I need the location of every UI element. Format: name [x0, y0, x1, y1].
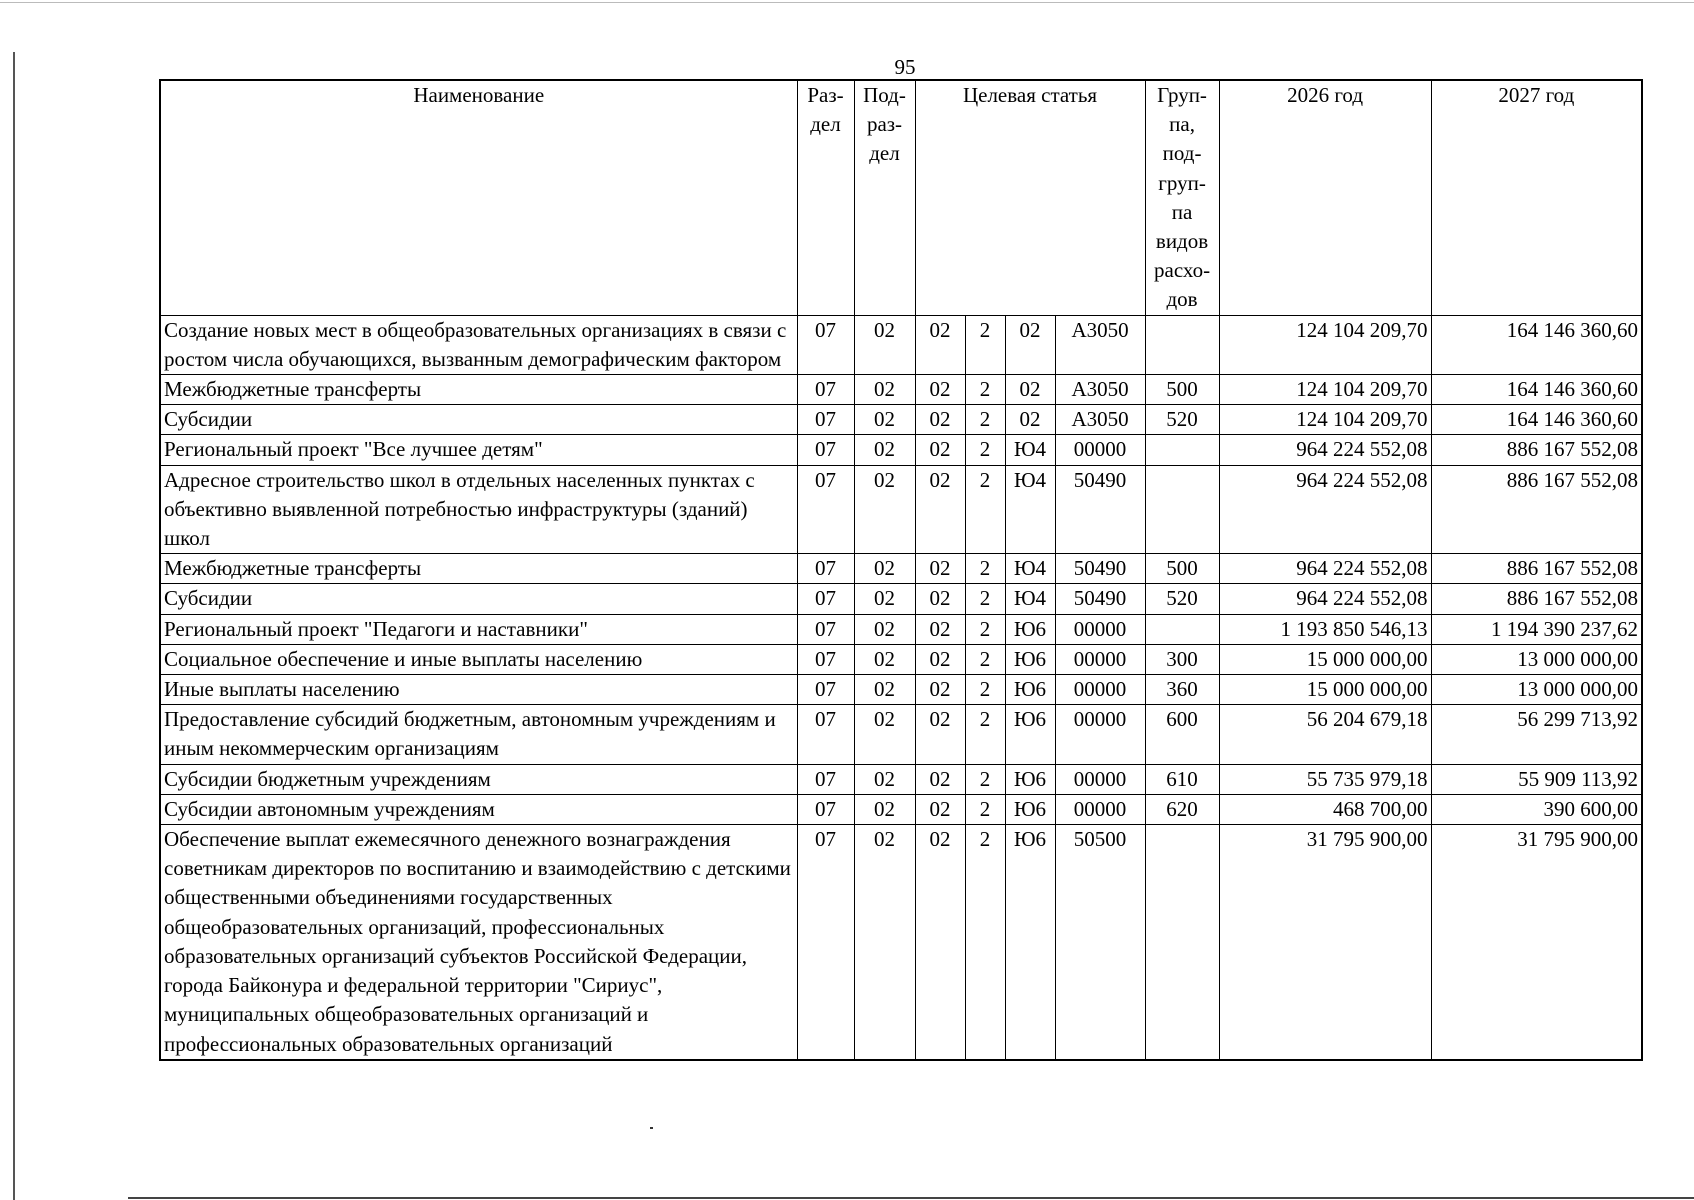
cell-target-program: 02 [915, 465, 965, 554]
cell-target-direction: 50490 [1055, 465, 1145, 554]
cell-target-project: Ю6 [1005, 614, 1055, 644]
cell-name: Иные выплаты населению [160, 675, 797, 705]
cell-target-program: 02 [915, 584, 965, 614]
cell-target-type: 2 [965, 375, 1005, 405]
cell-expense-group: 520 [1145, 405, 1219, 435]
cell-target-program: 02 [915, 315, 965, 374]
cell-target-type: 2 [965, 465, 1005, 554]
header-year-2027: 2027 год [1431, 80, 1642, 315]
table-row [160, 435, 1642, 465]
table-row [160, 554, 1642, 584]
cell-name: Субсидии бюджетным учреждениям [160, 764, 797, 794]
cell-target-project: 02 [1005, 405, 1055, 435]
cell-podrazdel: 02 [854, 405, 915, 435]
cell-target-project: Ю4 [1005, 584, 1055, 614]
cell-amount-2026: 964 224 552,08 [1219, 465, 1431, 554]
cell-podrazdel: 02 [854, 705, 915, 764]
cell-target-program: 02 [915, 644, 965, 674]
cell-amount-2027: 13 000 000,00 [1431, 675, 1642, 705]
cell-razdel: 07 [797, 705, 854, 764]
cell-razdel: 07 [797, 435, 854, 465]
cell-expense-group [1145, 465, 1219, 554]
cell-name: Обеспечение выплат ежемесячного денежного вознаграждения советникам директоров по воспитанию и взаимодействию с детскими общественными объединениями государственных общеобразовательных организаций, профессиональных образовательных организаций субъектов Российской Федерации, города Байконура и федеральной территории "Сириус", муниципальных общеобразовательных организаций и профессиональных образовательных организаций [160, 825, 797, 1060]
header-expense-group-text: Груп- па, под- груп- па видов расхо- дов [1154, 83, 1211, 312]
cell-target-type: 2 [965, 764, 1005, 794]
cell-expense-group [1145, 825, 1219, 1060]
cell-target-project: Ю6 [1005, 644, 1055, 674]
cell-target-direction: 00000 [1055, 435, 1145, 465]
cell-razdel: 07 [797, 675, 854, 705]
scan-edge-bottom [128, 1197, 1694, 1199]
cell-amount-2026: 124 104 209,70 [1219, 375, 1431, 405]
cell-amount-2027: 56 299 713,92 [1431, 705, 1642, 764]
page-number: 95 [894, 55, 916, 79]
cell-amount-2027: 164 146 360,60 [1431, 315, 1642, 374]
cell-amount-2027: 886 167 552,08 [1431, 584, 1642, 614]
cell-razdel: 07 [797, 825, 854, 1060]
cell-target-type: 2 [965, 675, 1005, 705]
header-name: Наименование [160, 80, 797, 315]
cell-amount-2026: 964 224 552,08 [1219, 584, 1431, 614]
table-row [160, 465, 1642, 554]
cell-name: Межбюджетные трансферты [160, 554, 797, 584]
cell-expense-group: 300 [1145, 644, 1219, 674]
cell-expense-group: 520 [1145, 584, 1219, 614]
cell-target-program: 02 [915, 675, 965, 705]
cell-target-project: Ю6 [1005, 675, 1055, 705]
cell-amount-2027: 55 909 113,92 [1431, 764, 1642, 794]
cell-target-program: 02 [915, 764, 965, 794]
cell-name: Адресное строительство школ в отдельных населенных пунктах с объективно выявленной потребностью инфраструктуры (зданий) школ [160, 465, 797, 554]
cell-expense-group [1145, 435, 1219, 465]
cell-razdel: 07 [797, 465, 854, 554]
table-body [160, 315, 1642, 1060]
cell-podrazdel: 02 [854, 644, 915, 674]
table-row [160, 825, 1642, 1060]
cell-amount-2026: 124 104 209,70 [1219, 405, 1431, 435]
cell-target-direction: 50500 [1055, 825, 1145, 1060]
header-target-article: Целевая статья [915, 80, 1145, 315]
header-razdel [797, 80, 854, 315]
cell-name: Межбюджетные трансферты [160, 375, 797, 405]
cell-amount-2027: 13 000 000,00 [1431, 644, 1642, 674]
scan-edge-top [0, 2, 1694, 3]
cell-target-direction: 00000 [1055, 675, 1145, 705]
table-row [160, 375, 1642, 405]
cell-razdel: 07 [797, 794, 854, 824]
cell-podrazdel: 02 [854, 584, 915, 614]
table-row [160, 705, 1642, 764]
cell-target-direction: 50490 [1055, 554, 1145, 584]
cell-amount-2026: 31 795 900,00 [1219, 825, 1431, 1060]
cell-target-program: 02 [915, 405, 965, 435]
cell-target-type: 2 [965, 405, 1005, 435]
cell-target-type: 2 [965, 794, 1005, 824]
cell-name: Создание новых мест в общеобразовательных организациях в связи с ростом числа обучающихся, вызванным демографическим фактором [160, 315, 797, 374]
header-podrazdel-text: Под- раз- дел [863, 83, 906, 166]
table-row [160, 794, 1642, 824]
cell-amount-2027: 886 167 552,08 [1431, 465, 1642, 554]
cell-amount-2027: 390 600,00 [1431, 794, 1642, 824]
cell-target-direction: 50490 [1055, 584, 1145, 614]
cell-amount-2026: 55 735 979,18 [1219, 764, 1431, 794]
header-podrazdel [854, 80, 915, 315]
cell-amount-2026: 964 224 552,08 [1219, 554, 1431, 584]
cell-razdel: 07 [797, 614, 854, 644]
cell-target-direction: 00000 [1055, 764, 1145, 794]
cell-target-type: 2 [965, 644, 1005, 674]
cell-razdel: 07 [797, 405, 854, 435]
cell-target-direction: 00000 [1055, 794, 1145, 824]
table-row [160, 315, 1642, 374]
cell-podrazdel: 02 [854, 614, 915, 644]
cell-name: Предоставление субсидий бюджетным, автономным учреждениям и иным некоммерческим организациям [160, 705, 797, 764]
cell-podrazdel: 02 [854, 375, 915, 405]
cell-podrazdel: 02 [854, 554, 915, 584]
cell-target-type: 2 [965, 435, 1005, 465]
cell-target-program: 02 [915, 614, 965, 644]
cell-target-project: Ю4 [1005, 554, 1055, 584]
cell-expense-group [1145, 315, 1219, 374]
table-row [160, 584, 1642, 614]
cell-razdel: 07 [797, 554, 854, 584]
cell-target-project: Ю6 [1005, 764, 1055, 794]
cell-target-project: 02 [1005, 315, 1055, 374]
cell-name: Региональный проект "Все лучшее детям" [160, 435, 797, 465]
cell-target-direction: А3050 [1055, 405, 1145, 435]
table-header-row [160, 80, 1642, 315]
cell-amount-2026: 1 193 850 546,13 [1219, 614, 1431, 644]
cell-podrazdel: 02 [854, 465, 915, 554]
table-row [160, 764, 1642, 794]
cell-razdel: 07 [797, 584, 854, 614]
cell-podrazdel: 02 [854, 675, 915, 705]
cell-target-type: 2 [965, 315, 1005, 374]
cell-target-project: Ю4 [1005, 465, 1055, 554]
cell-podrazdel: 02 [854, 764, 915, 794]
header-razdel-text: Раз- дел [807, 83, 844, 137]
table-row [160, 675, 1642, 705]
cell-target-program: 02 [915, 705, 965, 764]
cell-razdel: 07 [797, 644, 854, 674]
cell-target-project: Ю4 [1005, 435, 1055, 465]
cell-amount-2027: 164 146 360,60 [1431, 375, 1642, 405]
cell-name: Субсидии [160, 584, 797, 614]
cell-amount-2026: 15 000 000,00 [1219, 644, 1431, 674]
cell-name: Субсидии [160, 405, 797, 435]
table-row [160, 644, 1642, 674]
cell-podrazdel: 02 [854, 825, 915, 1060]
table-row [160, 614, 1642, 644]
cell-amount-2027: 886 167 552,08 [1431, 554, 1642, 584]
cell-amount-2027: 886 167 552,08 [1431, 435, 1642, 465]
cell-target-program: 02 [915, 375, 965, 405]
cell-target-direction: 00000 [1055, 614, 1145, 644]
table-row [160, 405, 1642, 435]
cell-name: Субсидии автономным учреждениям [160, 794, 797, 824]
scan-edge-left [13, 52, 15, 1200]
cell-amount-2026: 124 104 209,70 [1219, 315, 1431, 374]
cell-target-direction: А3050 [1055, 375, 1145, 405]
cell-expense-group: 620 [1145, 794, 1219, 824]
cell-amount-2027: 1 194 390 237,62 [1431, 614, 1642, 644]
cell-expense-group: 610 [1145, 764, 1219, 794]
cell-target-project: 02 [1005, 375, 1055, 405]
cell-amount-2026: 964 224 552,08 [1219, 435, 1431, 465]
cell-name: Социальное обеспечение и иные выплаты населению [160, 644, 797, 674]
cell-expense-group: 600 [1145, 705, 1219, 764]
cell-amount-2026: 468 700,00 [1219, 794, 1431, 824]
cell-target-direction: А3050 [1055, 315, 1145, 374]
cell-target-type: 2 [965, 614, 1005, 644]
cell-target-program: 02 [915, 825, 965, 1060]
cell-target-program: 02 [915, 435, 965, 465]
budget-table [159, 79, 1643, 1061]
scan-speck [650, 1127, 653, 1129]
cell-amount-2026: 56 204 679,18 [1219, 705, 1431, 764]
cell-expense-group [1145, 614, 1219, 644]
cell-target-program: 02 [915, 554, 965, 584]
cell-expense-group: 500 [1145, 554, 1219, 584]
cell-target-direction: 00000 [1055, 705, 1145, 764]
cell-razdel: 07 [797, 764, 854, 794]
cell-razdel: 07 [797, 315, 854, 374]
cell-razdel: 07 [797, 375, 854, 405]
cell-target-type: 2 [965, 554, 1005, 584]
cell-podrazdel: 02 [854, 794, 915, 824]
cell-target-type: 2 [965, 584, 1005, 614]
cell-amount-2027: 164 146 360,60 [1431, 405, 1642, 435]
cell-name: Региональный проект "Педагоги и наставники" [160, 614, 797, 644]
cell-target-project: Ю6 [1005, 705, 1055, 764]
cell-target-project: Ю6 [1005, 794, 1055, 824]
cell-amount-2026: 15 000 000,00 [1219, 675, 1431, 705]
cell-target-type: 2 [965, 705, 1005, 764]
cell-amount-2027: 31 795 900,00 [1431, 825, 1642, 1060]
cell-expense-group: 360 [1145, 675, 1219, 705]
cell-expense-group: 500 [1145, 375, 1219, 405]
header-year-2026: 2026 год [1219, 80, 1431, 315]
cell-podrazdel: 02 [854, 315, 915, 374]
header-expense-group [1145, 80, 1219, 315]
cell-target-project: Ю6 [1005, 825, 1055, 1060]
cell-podrazdel: 02 [854, 435, 915, 465]
cell-target-program: 02 [915, 794, 965, 824]
cell-target-type: 2 [965, 825, 1005, 1060]
cell-target-direction: 00000 [1055, 644, 1145, 674]
